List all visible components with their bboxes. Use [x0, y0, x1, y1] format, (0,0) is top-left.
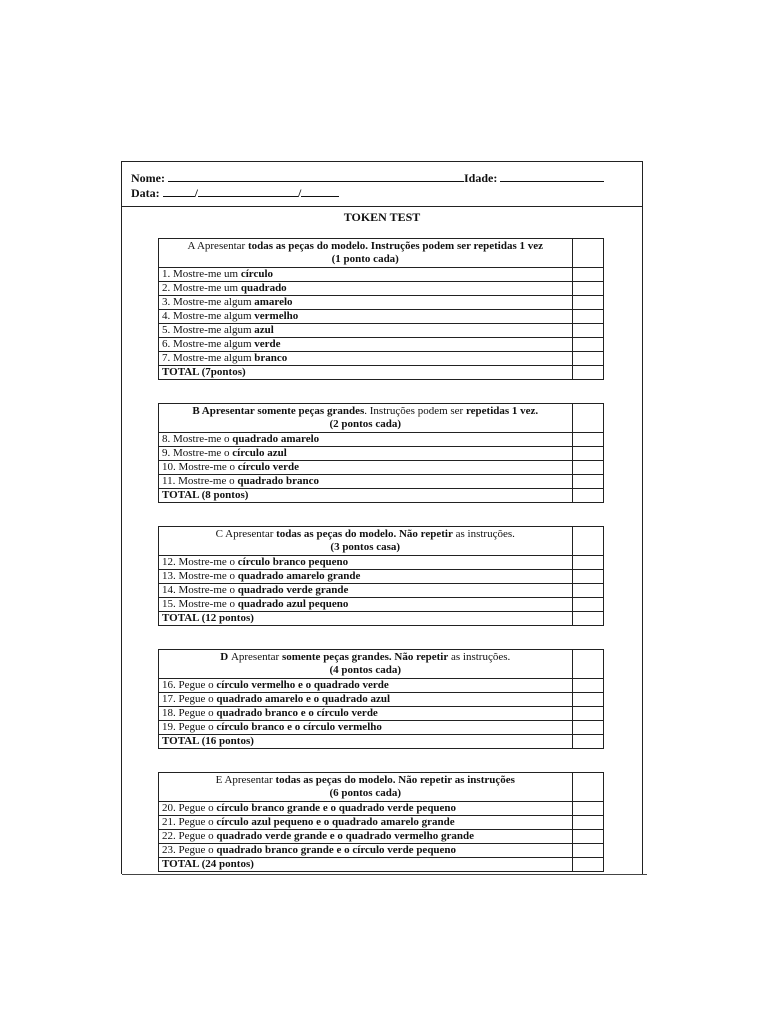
- item-text-part: 22. Pegue o: [162, 830, 217, 842]
- item-text-part: 21. Pegue o: [162, 816, 217, 828]
- item-text: [159, 707, 573, 721]
- score-box[interactable]: [572, 447, 604, 461]
- score-box[interactable]: [572, 844, 604, 858]
- total-row: [159, 612, 604, 626]
- item-text-part: círculo azul: [232, 447, 287, 459]
- item-text: [159, 296, 573, 310]
- score-box[interactable]: [572, 735, 604, 749]
- section-points: (6 pontos cada): [329, 787, 401, 799]
- section-instruction-part: somente peças grandes: [257, 405, 365, 417]
- item-text: [159, 844, 573, 858]
- date-line: [131, 185, 339, 201]
- item-text-part: 5. Mostre-me algum: [162, 324, 255, 336]
- item-text: [159, 433, 573, 447]
- item-text: [159, 310, 573, 324]
- item-text-part: quadrado amarelo e o quadrado azul: [216, 693, 391, 705]
- score-box[interactable]: [572, 489, 604, 503]
- name-line: [131, 170, 604, 186]
- item-text-part: 14. Mostre-me o: [162, 584, 238, 596]
- score-box[interactable]: [572, 584, 604, 598]
- item-text-part: 3. Mostre-me algum: [162, 296, 255, 308]
- item-text-part: quadrado verde grande: [237, 584, 349, 596]
- item-text: [159, 556, 573, 570]
- score-box[interactable]: [572, 693, 604, 707]
- item-text-part: 20. Pegue o: [162, 802, 217, 814]
- score-box[interactable]: [572, 475, 604, 489]
- section-heading-row: [159, 650, 604, 679]
- section-instruction-part: C Apresentar: [215, 528, 277, 540]
- item-row: [159, 310, 604, 324]
- item-row: [159, 570, 604, 584]
- date-separator: /: [194, 186, 199, 200]
- total-label: TOTAL (16 pontos): [159, 735, 573, 749]
- item-text-part: círculo verde: [237, 461, 299, 473]
- token-test-sheet: [121, 161, 643, 874]
- item-row: [159, 816, 604, 830]
- item-text: [159, 598, 573, 612]
- item-text-part: quadrado: [240, 282, 287, 294]
- item-text: [159, 268, 573, 282]
- section-heading: [159, 404, 573, 433]
- item-row: [159, 707, 604, 721]
- section-points: (1 ponto cada): [331, 253, 399, 265]
- section-instruction-part: as instruções.: [452, 528, 515, 540]
- item-text: [159, 830, 573, 844]
- item-text-part: círculo branco pequeno: [237, 556, 349, 568]
- score-box[interactable]: [572, 461, 604, 475]
- item-text: [159, 352, 573, 366]
- section-instruction: [162, 240, 569, 253]
- item-row: [159, 447, 604, 461]
- item-row: [159, 338, 604, 352]
- item-text-part: 9. Mostre-me o: [162, 447, 233, 459]
- score-box[interactable]: [572, 773, 604, 802]
- score-box[interactable]: [572, 556, 604, 570]
- score-box[interactable]: [572, 707, 604, 721]
- section-instruction-part: todas as peças do modelo. Não repetir as instruções: [275, 774, 515, 786]
- section-instruction: [162, 528, 569, 541]
- item-text-part: quadrado azul pequeno: [237, 598, 349, 610]
- section-points: (2 pontos cada): [329, 418, 401, 430]
- section-instruction-part: todas as peças do modelo. Não repetir: [276, 528, 453, 540]
- item-text-part: quadrado branco grande e o círculo verde pequeno: [216, 844, 457, 856]
- item-text: [159, 721, 573, 735]
- item-text-part: 10. Mostre-me o: [162, 461, 238, 473]
- age-label: Idade:: [463, 171, 498, 185]
- section-heading: [159, 650, 573, 679]
- total-label: TOTAL (12 pontos): [159, 612, 573, 626]
- item-text: [159, 282, 573, 296]
- item-row: [159, 475, 604, 489]
- item-text: [159, 802, 573, 816]
- item-row: [159, 679, 604, 693]
- section-points: (4 pontos cada): [329, 664, 401, 676]
- item-text-part: 13. Mostre-me o: [162, 570, 238, 582]
- item-text: [159, 475, 573, 489]
- section-instruction-part: B Apresentar: [192, 405, 258, 417]
- score-box[interactable]: [572, 433, 604, 447]
- score-box[interactable]: [572, 612, 604, 626]
- item-text-part: círculo: [240, 268, 274, 280]
- total-row: [159, 366, 604, 380]
- score-box[interactable]: [572, 310, 604, 324]
- score-box[interactable]: [572, 650, 604, 679]
- item-text-part: branco: [254, 352, 288, 364]
- total-label: TOTAL (7pontos): [159, 366, 573, 380]
- item-row: [159, 844, 604, 858]
- section-heading-row: [159, 527, 604, 556]
- item-text-part: círculo azul pequeno e o quadrado amarelo grande: [216, 816, 455, 828]
- name-label: Nome:: [131, 171, 165, 185]
- total-row: [159, 735, 604, 749]
- item-text-part: círculo branco grande e o quadrado verde pequeno: [216, 802, 457, 814]
- item-text-part: verde: [254, 338, 281, 350]
- score-box[interactable]: [572, 268, 604, 282]
- section-c-table: [158, 526, 604, 626]
- section-instruction-part: todas as peças do modelo. Instruções podem ser repetidas 1 vez: [247, 240, 544, 252]
- item-text-part: azul: [254, 324, 274, 336]
- score-box[interactable]: [572, 598, 604, 612]
- item-text-part: 16. Pegue o: [162, 679, 217, 691]
- score-box[interactable]: [572, 802, 604, 816]
- item-text-part: 12. Mostre-me o: [162, 556, 238, 568]
- section-heading-row: [159, 404, 604, 433]
- item-text: [159, 679, 573, 693]
- score-box[interactable]: [572, 239, 604, 268]
- score-box[interactable]: [572, 721, 604, 735]
- section-heading: [159, 773, 573, 802]
- date-day-field[interactable]: [163, 185, 195, 197]
- total-label: TOTAL (8 pontos): [159, 489, 573, 503]
- age-field[interactable]: [500, 170, 604, 182]
- item-text: [159, 584, 573, 598]
- total-row: [159, 858, 604, 872]
- section-a-table: [158, 238, 604, 380]
- item-text-part: quadrado branco: [237, 475, 319, 487]
- item-text: [159, 338, 573, 352]
- item-row: [159, 693, 604, 707]
- section-instruction-part: as instruções.: [448, 651, 511, 663]
- item-text-part: 15. Mostre-me o: [162, 598, 238, 610]
- item-row: [159, 352, 604, 366]
- item-row: [159, 268, 604, 282]
- section-instruction-part: . Instruções podem ser: [364, 405, 466, 417]
- item-text-part: 1. Mostre-me um: [162, 268, 241, 280]
- item-row: [159, 282, 604, 296]
- score-box[interactable]: [572, 570, 604, 584]
- item-row: [159, 721, 604, 735]
- item-row: [159, 598, 604, 612]
- item-row: [159, 296, 604, 310]
- item-text-part: 2. Mostre-me um: [162, 282, 241, 294]
- patient-header: [122, 162, 642, 207]
- item-text-part: 8. Mostre-me o: [162, 433, 233, 445]
- total-label: TOTAL (24 pontos): [159, 858, 573, 872]
- item-text-part: quadrado amarelo: [232, 433, 320, 445]
- date-separator: /: [298, 186, 302, 200]
- page-title: TOKEN TEST: [343, 210, 421, 224]
- score-box[interactable]: [572, 404, 604, 433]
- section-instruction: [162, 774, 569, 787]
- item-text-part: 4. Mostre-me algum: [162, 310, 255, 322]
- score-box[interactable]: [572, 830, 604, 844]
- score-box[interactable]: [572, 366, 604, 380]
- section-instruction: [162, 651, 569, 664]
- item-row: [159, 830, 604, 844]
- item-text: [159, 816, 573, 830]
- section-instruction: [162, 405, 569, 418]
- item-text: [159, 570, 573, 584]
- sheet-bottom-edge: [122, 874, 647, 875]
- section-b-table: [158, 403, 604, 503]
- score-box[interactable]: [572, 338, 604, 352]
- section-instruction-part: E Apresentar: [215, 774, 276, 786]
- item-row: [159, 556, 604, 570]
- date-month-field[interactable]: [198, 185, 298, 197]
- total-row: [159, 489, 604, 503]
- score-box[interactable]: [572, 324, 604, 338]
- section-e-table: [158, 772, 604, 872]
- item-row: [159, 324, 604, 338]
- item-text-part: quadrado amarelo grande: [237, 570, 361, 582]
- section-instruction-part: D: [220, 651, 231, 663]
- section-points: (3 pontos casa): [330, 541, 401, 553]
- name-field[interactable]: [168, 170, 464, 182]
- score-box[interactable]: [572, 352, 604, 366]
- section-heading: [159, 527, 573, 556]
- section-heading-row: [159, 239, 604, 268]
- section-instruction-part: somente peças grandes. Não repetir: [281, 651, 449, 663]
- item-text-part: quadrado verde grande e o quadrado vermelho grande: [216, 830, 474, 842]
- item-text-part: quadrado branco e o círculo verde: [216, 707, 378, 719]
- item-text: [159, 324, 573, 338]
- item-text: [159, 693, 573, 707]
- item-text-part: amarelo: [254, 296, 293, 308]
- score-box[interactable]: [572, 679, 604, 693]
- item-text: [159, 447, 573, 461]
- item-text-part: 11. Mostre-me o: [162, 475, 238, 487]
- section-instruction-part: repetidas 1 vez.: [465, 405, 539, 417]
- score-box[interactable]: [572, 858, 604, 872]
- date-label: Data:: [131, 186, 160, 200]
- item-text-part: círculo branco e o círculo vermelho: [216, 721, 382, 733]
- item-row: [159, 802, 604, 816]
- section-instruction-part: A Apresentar: [187, 240, 248, 252]
- section-d-table: [158, 649, 604, 749]
- item-text-part: círculo vermelho e o quadrado verde: [216, 679, 389, 691]
- section-instruction-part: Apresentar: [230, 651, 282, 663]
- item-text-part: 6. Mostre-me algum: [162, 338, 255, 350]
- item-text-part: 7. Mostre-me algum: [162, 352, 255, 364]
- item-text-part: 17. Pegue o: [162, 693, 217, 705]
- item-text-part: vermelho: [254, 310, 299, 322]
- section-heading: [159, 239, 573, 268]
- item-text-part: 19. Pegue o: [162, 721, 217, 733]
- item-row: [159, 433, 604, 447]
- score-box[interactable]: [572, 527, 604, 556]
- score-box[interactable]: [572, 816, 604, 830]
- item-text: [159, 461, 573, 475]
- section-heading-row: [159, 773, 604, 802]
- item-text-part: 23. Pegue o: [162, 844, 217, 856]
- score-box[interactable]: [572, 296, 604, 310]
- item-row: [159, 461, 604, 475]
- score-box[interactable]: [572, 282, 604, 296]
- date-year-field[interactable]: [301, 185, 339, 197]
- item-text-part: 18. Pegue o: [162, 707, 217, 719]
- item-row: [159, 584, 604, 598]
